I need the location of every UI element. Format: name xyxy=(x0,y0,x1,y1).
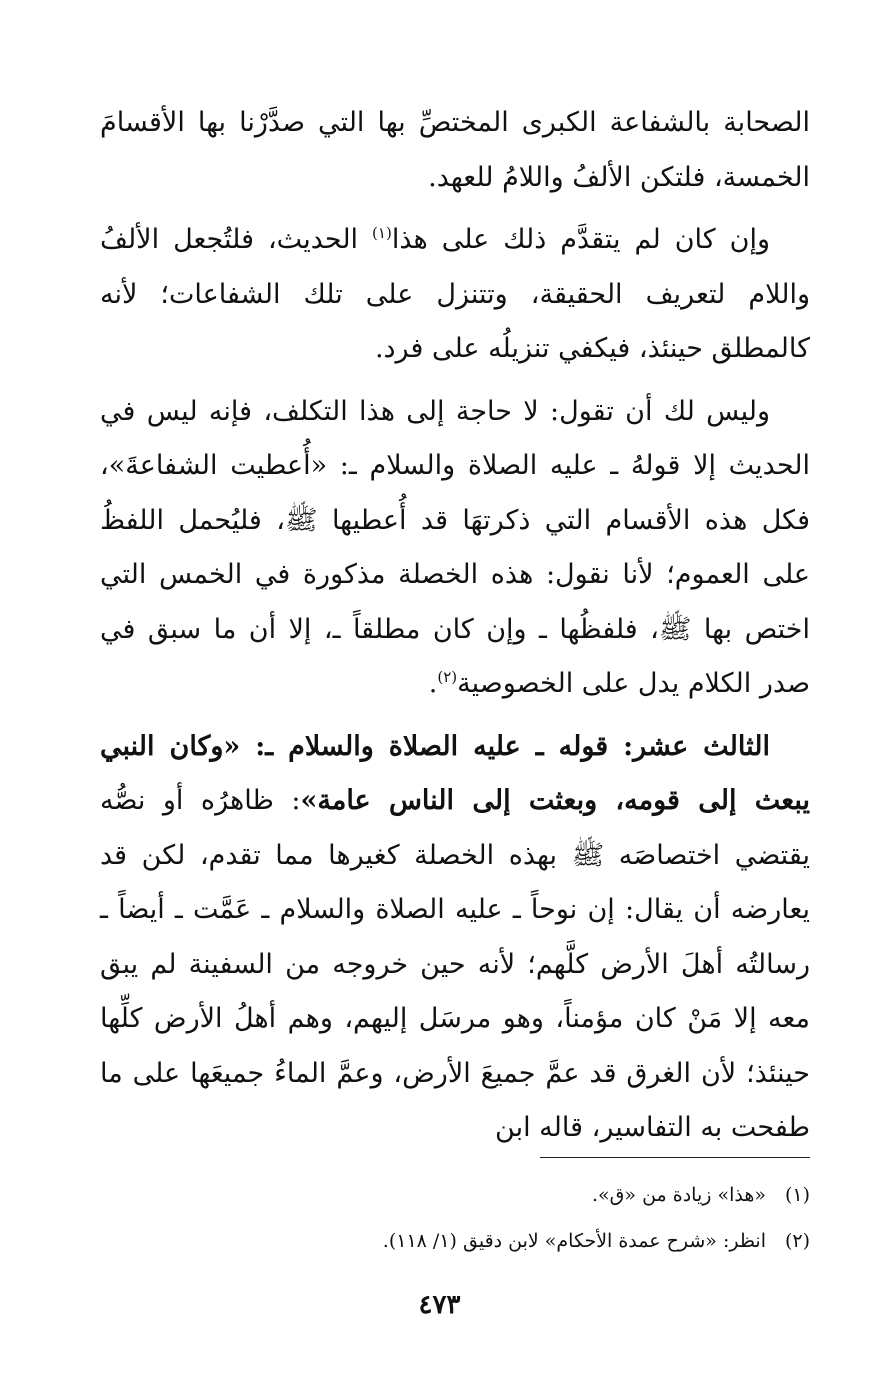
paragraph-2 xyxy=(100,213,810,377)
paragraph-1-text: الصحابة بالشفاعة الكبرى المختصِّ بها التي صدَّرْنا بها الأقسامَ الخمسة، فلتكن الألفُ واللامُ للعهد. xyxy=(100,107,810,193)
footnotes xyxy=(100,1172,810,1264)
paragraph-3 xyxy=(100,385,810,712)
footnote-2-number: (٢) xyxy=(784,1230,810,1252)
footnote-1 xyxy=(100,1172,810,1218)
paragraph-2-before: وإن كان لم يتقدَّم ذلك على هذا xyxy=(391,224,770,255)
section-heading: الثالث عشر: قوله ـ عليه الصلاة والسلام ـ: «وكان النبي يبعث إلى قومه، وبعثت إلى الناس عامة» xyxy=(100,730,810,816)
paragraph-3-after: . xyxy=(428,668,438,699)
paragraph-3-text: وليس لك أن تقول: لا حاجة إلى هذا التكلف، فإنه ليس في الحديث إلا قولهُ ـ عليه الصلاة والسلام ـ: «أُعطيت الشفاعةَ»، فكل هذه الأقسام التي ذكرتهَا قد أُعطيها ﷺ، فليُحمل اللفظُ على العموم؛ لأنا نقول: هذه الخصلة مذكورة في الخمس التي اختص بها ﷺ، فلفظُها ـ وإن كان مطلقاً ـ، إلا أن ما سبق في صدر الكلام يدل على الخصوصية xyxy=(100,395,810,699)
footnote-2 xyxy=(100,1218,810,1264)
footnote-divider xyxy=(540,1157,810,1158)
main-text xyxy=(100,96,810,1164)
footnote-1-number: (١) xyxy=(784,1184,810,1206)
paragraph-4 xyxy=(100,720,810,1156)
paragraph-4-text: : ظاهرُه أو نصُّه يقتضي اختصاصَه ﷺ بهذه الخصلة كغيرها مما تقدم، لكن قد يعارضه أن يقال: إن نوحاً ـ عليه الصلاة والسلام ـ عَمَّت ـ أيضاً ـ رسالتُه أهلَ الأرض كلَّهم؛ لأنه حين خروجه من السفينة لم يبق معه إلا مَنْ كان مؤمناً، وهو مرسَل إليهم، وهم أهلُ الأرض كلِّها حينئذ؛ لأن الغرق قد عمَّ جميعَ الأرض، وعمَّ الماءُ جميعَها على ما طفحت به التفاسير، قاله ابن xyxy=(100,785,810,1143)
footnote-1-text: «هذا» زيادة من «ق». xyxy=(592,1184,766,1206)
footnote-2-text: انظر: «شرح عمدة الأحكام» لابن دقيق (١/ ١١٨). xyxy=(382,1230,766,1252)
paragraph-1 xyxy=(100,96,810,205)
footnote-ref-2[interactable]: (٢) xyxy=(437,668,458,686)
footnote-ref-1[interactable]: (١) xyxy=(372,224,392,242)
paragraph-2-after: الحديث، فلتُجعل الألفُ واللام لتعريف الحقيقة، وتتنزل على تلك الشفاعات؛ لأنه كالمطلق حينئذ، فيكفي تنزيلُه على فرد. xyxy=(100,224,810,364)
page-number: ٤٧٣ xyxy=(418,1290,461,1320)
